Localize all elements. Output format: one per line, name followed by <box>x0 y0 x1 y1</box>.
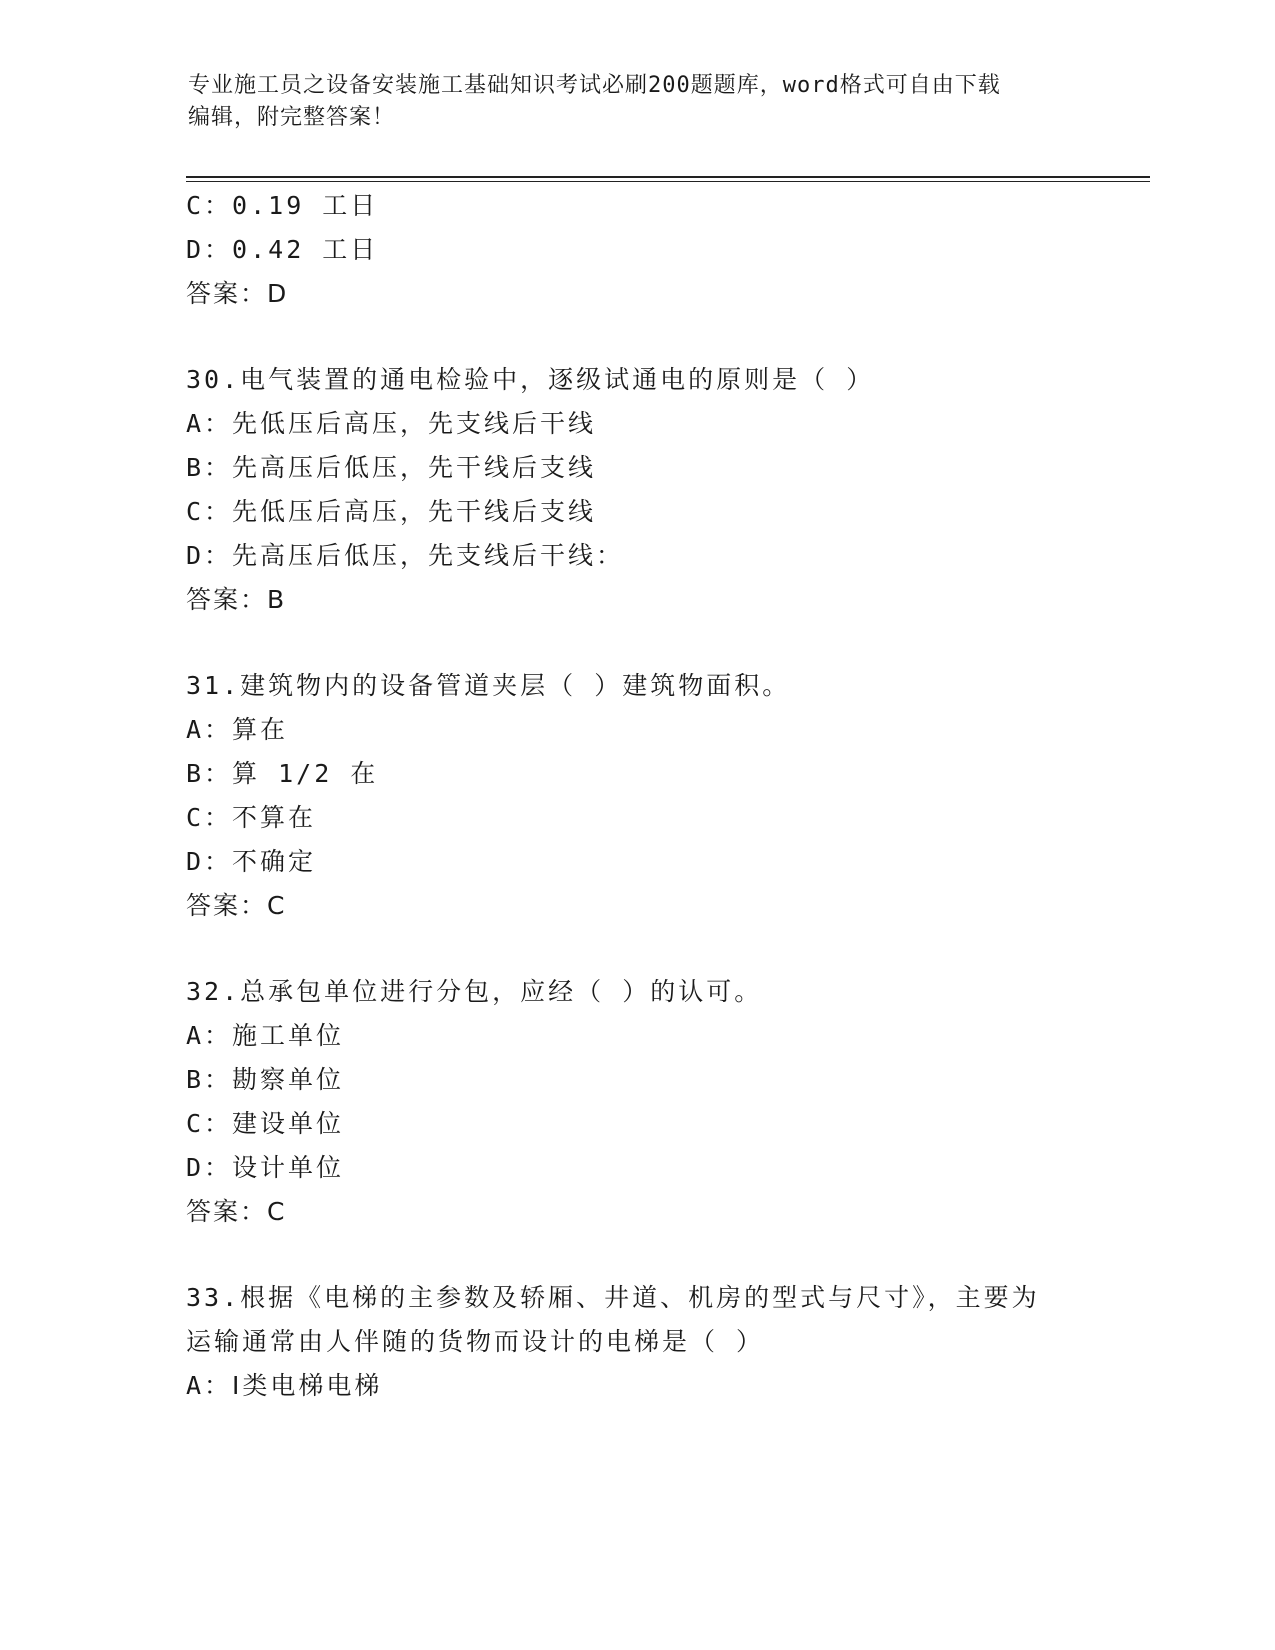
option-b: B：算 1/2 在 <box>186 759 379 788</box>
option-d: D：先高压后低压，先支线后干线： <box>186 541 625 570</box>
option-b: B：先高压后低压，先干线后支线 <box>186 453 597 482</box>
answer-line: 答案：C <box>186 1197 287 1226</box>
option-c: C：不算在 <box>186 803 317 832</box>
header-title-line-1: 专业施工员之设备安装施工基础知识考试必刷200题题库，word格式可自由下载 <box>188 73 1001 98</box>
answer-line: 答案：B <box>186 585 287 614</box>
answer-line: 答案：D <box>186 279 289 308</box>
question-stem-line-1: 33.根据《电梯的主参数及轿厢、井道、机房的型式与尺寸》，主要为 <box>186 1283 1040 1312</box>
option-a: A：先低压后高压，先支线后干线 <box>186 409 597 438</box>
option-d: D：不确定 <box>186 847 317 876</box>
header-title-line-2: 编辑，附完整答案！ <box>188 105 396 130</box>
option-d: D：0.42 工日 <box>186 235 379 264</box>
option-c: C：先低压后高压，先干线后支线 <box>186 497 597 526</box>
option-b: B：勘察单位 <box>186 1065 345 1094</box>
document-header <box>188 70 1068 134</box>
header-divider-thick <box>186 176 1150 178</box>
option-c: C：建设单位 <box>186 1109 345 1138</box>
option-a: A：Ⅰ类电梯电梯 <box>186 1371 383 1400</box>
question-stem: 32.总承包单位进行分包，应经（ ）的认可。 <box>186 977 763 1006</box>
option-a: A：施工单位 <box>186 1021 345 1050</box>
question-stem-line-2: 运输通常由人伴随的货物而设计的电梯是（ ） <box>186 1327 765 1356</box>
option-d: D：设计单位 <box>186 1153 345 1182</box>
answer-line: 答案：C <box>186 891 287 920</box>
header-divider-thin <box>186 181 1150 182</box>
question-stem: 31.建筑物内的设备管道夹层（ ）建筑物面积。 <box>186 671 791 700</box>
question-stem: 30.电气装置的通电检验中，逐级试通电的原则是（ ） <box>186 365 875 394</box>
option-c: C：0.19 工日 <box>186 191 379 220</box>
option-a: A：算在 <box>186 715 289 744</box>
